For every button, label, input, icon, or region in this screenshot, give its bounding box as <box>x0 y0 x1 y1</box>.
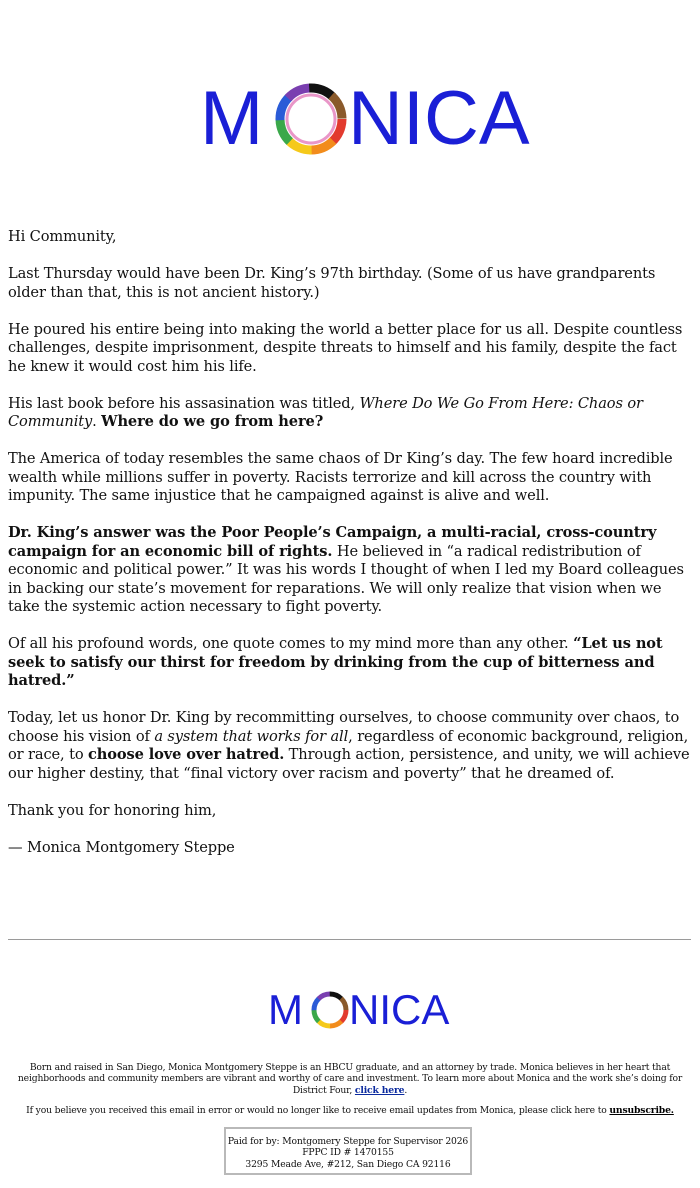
learn-more-link[interactable]: click here <box>354 1084 405 1096</box>
footer-bio <box>8 1062 692 1096</box>
logo-letters-nica: NICA <box>348 76 530 161</box>
campaign-highlight: Dr. King’s answer was the Poor People’s Campaign, a multi-racial, cross-country campaign for an economic bill of rights. <box>8 524 657 560</box>
greeting: Hi Community, <box>8 228 117 245</box>
letter-body <box>8 228 692 876</box>
monica-logo <box>198 64 530 164</box>
text: He believed in “a radical redistribution of economic and political power.” It was his words I thought of when I led my Board colleagues in backing our state’s movement for reparations. We will only realize that vision when we take the systemic action necessary to fight poverty. <box>8 542 684 615</box>
rainbow-ring-icon <box>280 88 342 150</box>
paragraph-last-book <box>8 395 692 432</box>
question: Where do we go from here? <box>101 413 324 430</box>
unsubscribe-notice <box>8 1105 692 1116</box>
logo-letter-m: M <box>200 76 264 161</box>
book-title: Where Do We Go From Here: Chaos or Community <box>8 394 643 430</box>
unsubscribe-text: If you believe you received this email in error or would no longer like to receive email updates from Monica, please click here to <box>26 1105 610 1116</box>
text: . <box>404 1084 408 1096</box>
text: , regardless of economic background, religion, or race, to <box>8 727 689 763</box>
vision-phrase: a system that works for all <box>154 727 349 745</box>
text: Today, let us honor Dr. King by recommitting ourselves, to choose community over chaos, to choose his vision of <box>8 709 680 745</box>
paid-for-disclaimer <box>224 1127 472 1175</box>
love-over-hatred: choose love over hatred. <box>88 746 285 763</box>
fppc-id-line: FPPC ID # 1470155 <box>302 1147 394 1159</box>
quote: “Let us not seek to satisfy our thirst for freedom by drinking from the cup of bitterness and hatred.” <box>8 635 663 689</box>
text: His last book before his assasination was titled, <box>8 394 360 412</box>
address-line: 3295 Meade Ave, #212, San Diego CA 92116 <box>245 1158 451 1170</box>
closing: Thank you for honoring him, <box>8 801 217 819</box>
paragraph-honor <box>8 709 692 783</box>
paragraph-birthday: Last Thursday would have been Dr. King’s 97th birthday. (Some of us have grandparents older than that, this is not ancient history.) <box>8 265 656 301</box>
monica-logo-footer <box>268 980 450 1036</box>
text: Of all his profound words, one quote comes to my mind more than any other. <box>8 635 574 652</box>
unsubscribe-link[interactable]: unsubscribe. <box>609 1105 674 1116</box>
text: . <box>92 413 102 430</box>
logo-letter-m: M <box>268 986 303 1033</box>
paragraph-campaign <box>8 524 692 617</box>
paragraph-legacy: He poured his entire being into making the world a better place for us all. Despite countless challenges, despite imprisonment, despite threats to himself and his family, despite the fact he knew it would cost him his life. <box>8 320 683 375</box>
paid-by-line: Paid for by: Montgomery Steppe for Supervisor 2026 <box>227 1136 469 1147</box>
bio-text: Born and raised in San Diego, Monica Montgomery Steppe is an HBCU graduate, and an attorney by trade. Monica believes in her heart that neighborhoods and community members are vibrant and worthy of care and investment. To learn more about Monica and the work she’s doing for District Four, <box>17 1062 683 1096</box>
paragraph-chaos: The America of today resembles the same chaos of Dr King’s day. The few hoard incredible wealth while millions suffer in poverty. Racists terrorize and kill across the country with impunity. The same injustice that he campaigned against is alive and well. <box>8 450 673 504</box>
text: Through action, persistence, and unity, we will achieve our higher destiny, that “final victory over racism and poverty” that he dreamed of. <box>8 746 690 782</box>
rainbow-ring-icon <box>314 994 346 1026</box>
signature: — Monica Montgomery Steppe <box>8 838 235 856</box>
footer-divider <box>8 939 691 940</box>
logo-letters-nica: NICA <box>349 986 450 1033</box>
paragraph-quote <box>8 635 692 691</box>
